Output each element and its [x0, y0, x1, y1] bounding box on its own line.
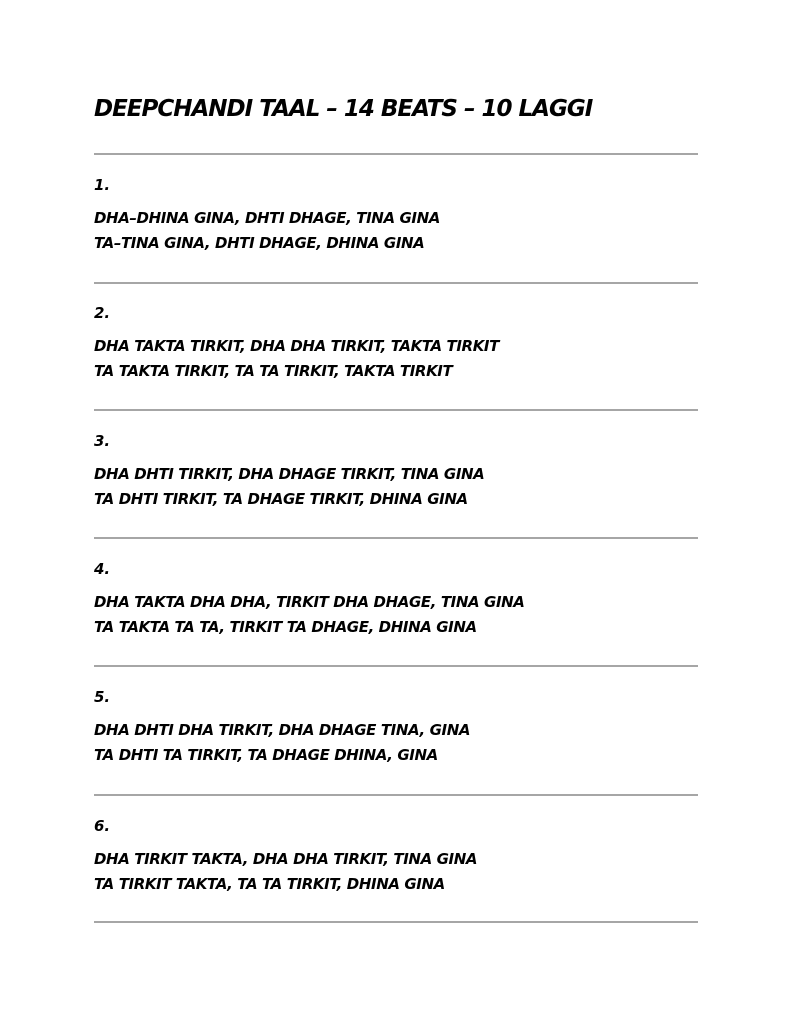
divider [94, 794, 698, 796]
divider [94, 537, 698, 539]
divider [94, 409, 698, 411]
divider [94, 153, 698, 155]
section-number: 1. [94, 176, 111, 194]
pattern-line-dha: DHA TIRKIT TAKTA, DHA DHA TIRKIT, TINA GINA [94, 850, 478, 868]
section-number: 2. [94, 304, 111, 322]
pattern-line-dha: DHA–DHINA GINA, DHTI DHAGE, TINA GINA [94, 209, 440, 227]
page-title: DEEPCHANDI TAAL – 14 BEATS – 10 LAGGI [94, 96, 593, 122]
section-number: 5. [94, 688, 111, 706]
pattern-line-dha: DHA DHTI TIRKIT, DHA DHAGE TIRKIT, TINA GINA [94, 465, 485, 483]
divider [94, 665, 698, 667]
pattern-line-dha: DHA TAKTA TIRKIT, DHA DHA TIRKIT, TAKTA TIRKIT [94, 337, 499, 355]
pattern-line-ta: TA TIRKIT TAKTA, TA TA TIRKIT, DHINA GINA [94, 875, 445, 893]
pattern-line-ta: TA TAKTA TA TA, TIRKIT TA DHAGE, DHINA GINA [94, 618, 477, 636]
pattern-line-ta: TA DHTI TA TIRKIT, TA DHAGE DHINA, GINA [94, 746, 438, 764]
divider [94, 282, 698, 284]
pattern-line-dha: DHA TAKTA DHA DHA, TIRKIT DHA DHAGE, TINA GINA [94, 593, 525, 611]
section-number: 4. [94, 560, 111, 578]
section-number: 3. [94, 432, 111, 450]
pattern-line-dha: DHA DHTI DHA TIRKIT, DHA DHAGE TINA, GINA [94, 721, 471, 739]
pattern-line-ta: TA TAKTA TIRKIT, TA TA TIRKIT, TAKTA TIRKIT [94, 362, 453, 380]
divider [94, 921, 698, 923]
pattern-line-ta: TA DHTI TIRKIT, TA DHAGE TIRKIT, DHINA GINA [94, 490, 468, 508]
section-number: 6. [94, 817, 111, 835]
pattern-line-ta: TA–TINA GINA, DHTI DHAGE, DHINA GINA [94, 234, 425, 252]
